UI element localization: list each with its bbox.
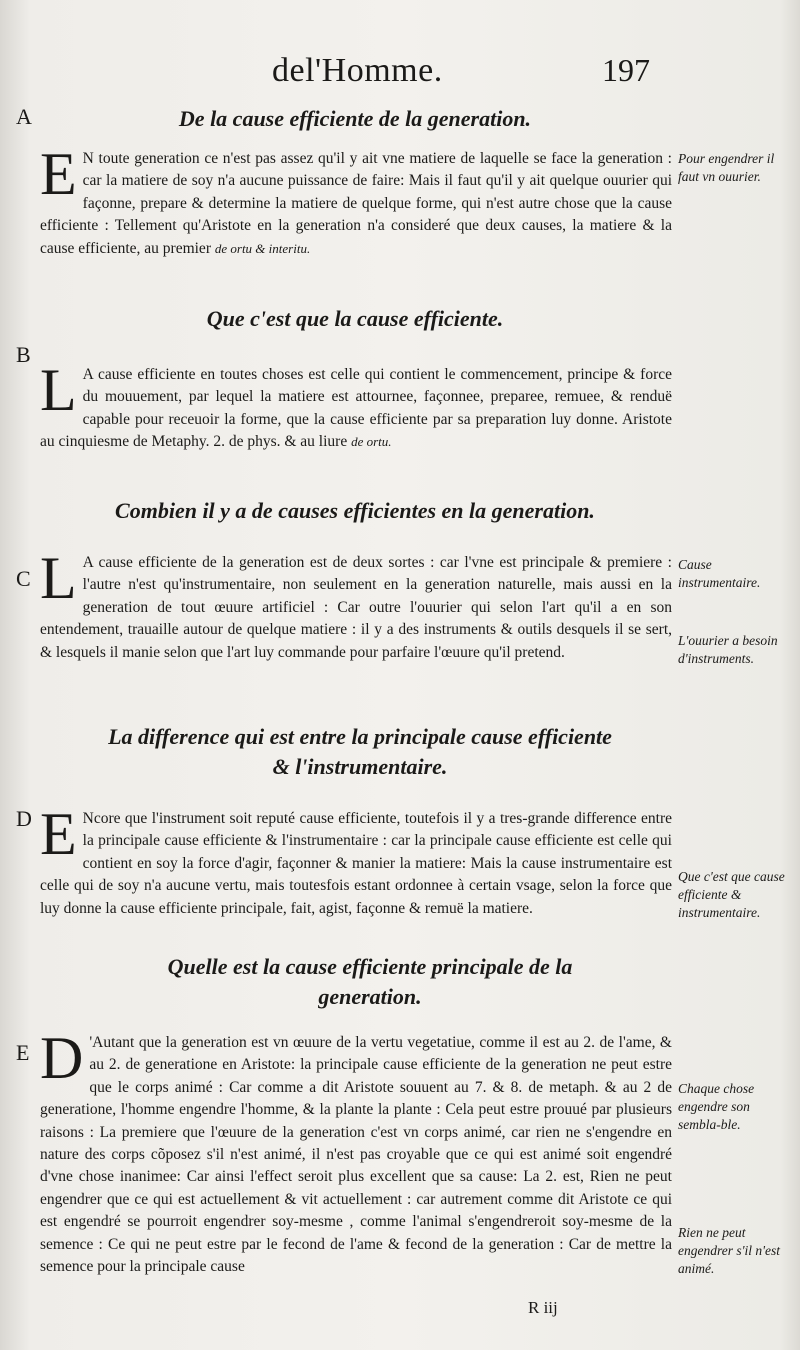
margin-note-4: Que c'est que cause efficiente & instrumentaire. xyxy=(678,869,785,920)
running-head xyxy=(0,52,800,92)
section-heading-e: Quelle est la cause efficiente principale de la generation. xyxy=(167,954,573,1009)
section-text-c: A cause efficiente de la generation est de deux sortes : car l'vne est principale & premiere : l'autre n'est qu'instrumentaire, non seulement en la generation naturelle, mais aussi en la generation de tout œuure artificiel : Car outre l'ouurier qui selon l'art qu'il a en son entendement, trauaille autour de quelque matiere : il y a des instruments & outils desquels il se sert, & lesquels il manie selon que l'art luy commande pour parfaire l'œuure qu'il pretend. xyxy=(40,554,672,661)
dropcap-a: E xyxy=(40,141,77,207)
section-heading-c: Combien il y a de causes efficientes en la generation. xyxy=(115,498,595,523)
running-title: del'Homme. xyxy=(272,52,443,89)
page-number: 197 xyxy=(602,52,650,88)
section-text-d: Ncore que l'instrument soit reputé cause efficiente, toutefois il y a tres-grande difference entre la principale cause efficiente & l'instrumentaire : car la principale cause efficiente est celle qui contient en soy la force d'agir, façonner & manier la matiere: Mais la cause instrumentaire est celle qui de soy n'a aucune vertu, mais toutesfois estant ordonnee à certain vsage, selon la force que luy donne la cause efficiente principale, fait, agist, façonne & remuë la matiere. xyxy=(40,810,672,917)
margin-note-2: Cause instrumentaire. xyxy=(678,557,761,590)
margin-note-5: Chaque chose engendre son sembla-ble. xyxy=(678,1081,755,1132)
section-letter-a: A xyxy=(16,104,32,129)
section-body-a xyxy=(40,141,672,260)
section-body-e xyxy=(40,1025,672,1278)
signature-mark: R iij xyxy=(528,1298,558,1317)
dropcap-e: D xyxy=(40,1025,84,1091)
section-text-e: 'Autant que la generation est vn œuure de la vertu vegetatiue, comme il est au 2. de l'ame, & au 2. de generatione en Aristote: la principale cause efficiente de la generation ne peut estre que le corps animé : Car comme a dit Aristote souuent au 7. & 8. de metaph. & au 2 de generatione, l'homme engendre l'homme, & la plante la plante : Cela peut estre prouué par plusieurs raisons : La premiere que l'œuure de la generation c'est vn corps animé, car rien ne s'engendre en nature des corps cõposez s'il n'est animé, il n'est pas croyable que ce qui est animé soit engendré d'vne chose inanimee: Car ainsi l'effect seroit plus excellent que sa cause: La 2. est, Rien ne peut engendrer que ce qui est actuellement & vit actuellement : car autrement comme dit Aristote ce qui est engendré se pourroit engendrer soy-mesme , comme l'animal s'engendreroit soy-mesme de la semence : Ce qui ne peut estre par le fecond de l'ame & fecond de la generation : Car de mettre la semence pour la principale cause xyxy=(40,1034,672,1276)
section-cite-a: de ortu & interitu. xyxy=(214,240,311,256)
section-letter-d: D xyxy=(16,806,32,831)
dropcap-c: L xyxy=(40,545,77,611)
section-heading-d: La difference qui est entre la principale cause efficiente & l'instrumentaire. xyxy=(108,724,612,779)
section-letter-c: C xyxy=(16,566,31,591)
section-body-d xyxy=(40,801,672,920)
section-letter-b: B xyxy=(16,342,31,367)
section-letter-e: E xyxy=(16,1040,30,1065)
section-body-b xyxy=(40,357,672,454)
margin-note-6: Rien ne peut engendrer s'il n'est animé. xyxy=(678,1225,781,1276)
margin-note-3: L'ouurier a besoin d'instruments. xyxy=(678,633,778,666)
section-heading-a: De la cause efficiente de la generation. xyxy=(178,106,532,131)
section-body-c xyxy=(40,545,672,664)
section-text-b: A cause efficiente en toutes choses est celle qui contient le commencement, principe & force du mouuement, par lequel la matiere est attournee, façonnee, preparee, remuee, & renduë capable pour receuoir la forme, que la cause efficiente par sa preparation luy donne. Aristote au cinquiesme de Metaphy. 2. de phys. & au liure xyxy=(40,366,672,451)
section-text-a: N toute generation ce n'est pas assez qu'il y ait vne matiere de laquelle se face la generation : car la matiere de soy n'a aucune puissance de faire: Mais il faut qu'il y ait quelque ouurier qui façonne, prepare & determine la matiere de quelque forme, qui n'est autre chose que la cause efficiente : Tellement qu'Aristote en la generation n'a consideré que deux causes, la matiere & la cause efficiente, au premier xyxy=(40,150,672,257)
margin-note-1: Pour engendrer il faut vn ouurier. xyxy=(678,151,775,184)
dropcap-d: E xyxy=(40,801,77,867)
section-heading-b: Que c'est que la cause efficiente. xyxy=(206,306,504,331)
section-cite-b: de ortu. xyxy=(351,434,392,450)
dropcap-b: L xyxy=(40,357,77,423)
